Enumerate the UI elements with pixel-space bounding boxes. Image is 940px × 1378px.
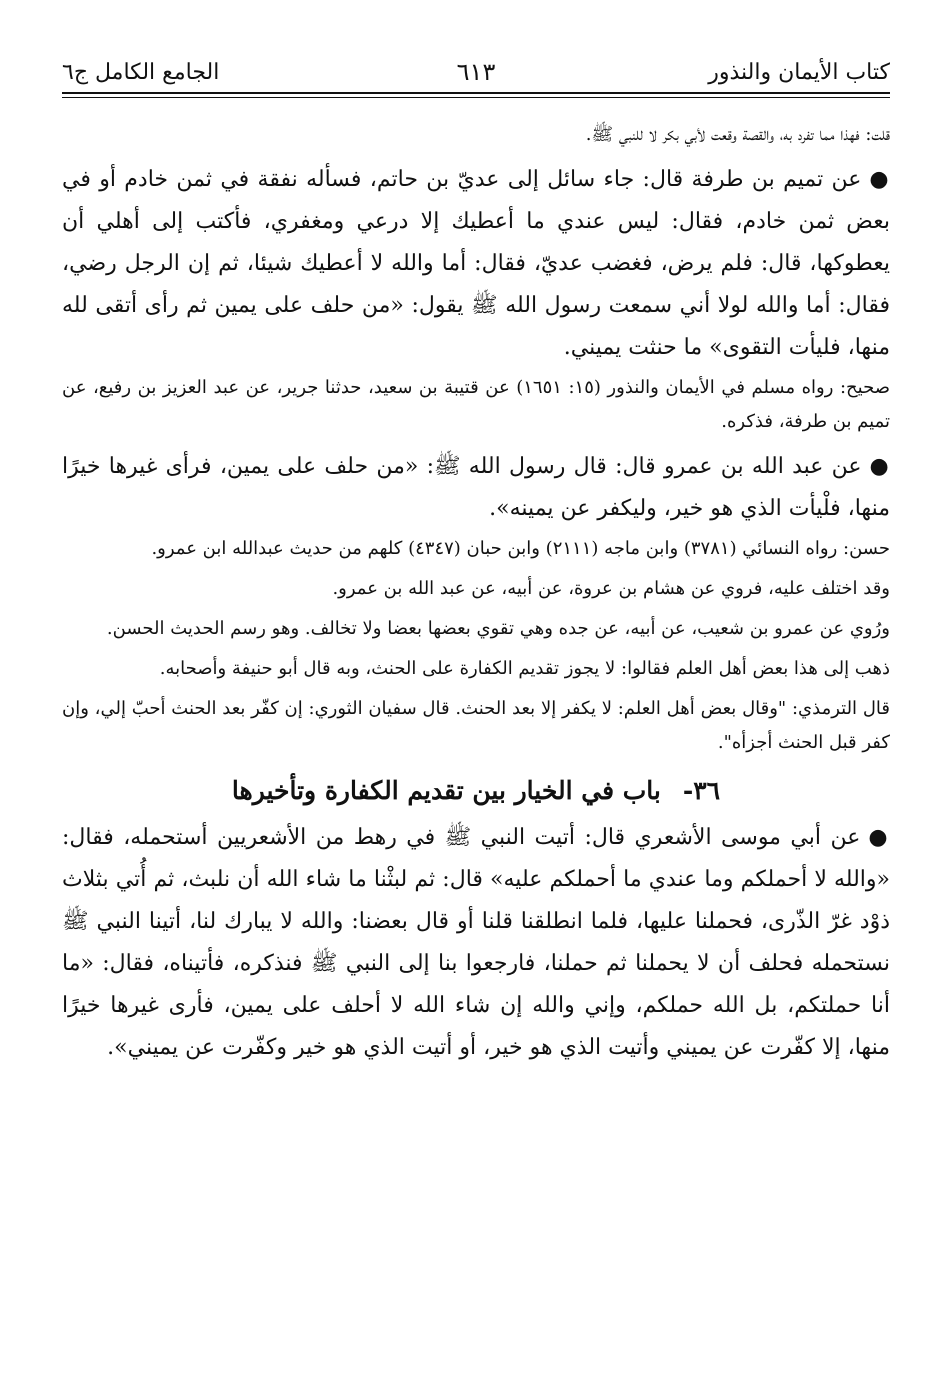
commentary-note: ورُوي عن عمرو بن شعيب، عن أبيه، عن جده وهي تقوي بعضها بعضا ولا تخالف. وهو رسم الحديث الحسن. <box>106 618 890 639</box>
commentary-note: وقد اختلف عليه، فروي عن هشام بن عروة، عن أبيه، عن عبد الله بن عمرو. <box>332 578 890 599</box>
hadith-text: عن تميم بن طرفة قال: جاء سائل إلى عديّ بن حاتم، فسأله نفقة في ثمن خادم أو في بعض ثمن خادم، فقال: ليس عندي ما أعطيك إلا درعي ومغفري، فأكتب إلى أهلي أن يعطوكها، قال: فلم يرض، فغضب عديّ، فقال: أما والله لا أعطيك شيئا، ثم إن الرجل رضي، فقال: أما والله لولا أني سمعت رسول الله ﷺ يقول: «من حلف على يمين ثم رأى أتقى لله منها، فليأت التقوى» ما حنثت يميني. <box>62 167 890 360</box>
bullet-icon: ● <box>868 824 890 850</box>
chapter-title: باب في الخيار بين تقديم الكفارة وتأخيرها <box>231 776 661 805</box>
commentary-note: قال الترمذي: "وقال بعض أهل العلم: لا يكفر إلا بعد الحنث. قال سفيان الثوري: إن كفّر بعد الحنث أحبّ إلي، وإن كفر قبل الحنث أجزأه". <box>62 698 890 753</box>
takhrij-note: حسن: رواه النسائي (٣٧٨١) وابن ماجه (٢١١١) وابن حبان (٤٣٤٧) كلهم من حديث عبدالله ابن عمرو. <box>151 538 890 559</box>
commentary-note: ذهب إلى هذا بعض أهل العلم فقالوا: لا يجوز تقديم الكفارة على الحنث، وبه قال أبو حنيفة وأصحابه. <box>159 658 890 679</box>
bullet-icon: ● <box>869 166 890 192</box>
header-rule <box>62 92 890 98</box>
book-page <box>62 52 890 1071</box>
takhrij-note: صحيح: رواه مسلم في الأيمان والنذور (١٥: ١٦٥١) عن قتيبة بن سعيد، حدثنا جرير، عن عبد العزيز بن رفيع، عن تميم بن طرفة، فذكره. <box>62 377 890 432</box>
hadith-paragraph <box>62 816 890 1069</box>
hadith-paragraph <box>62 445 890 530</box>
running-header <box>62 52 890 92</box>
chapter-number: ٣٦- <box>682 776 721 805</box>
book-section-title: كتاب الأيمان والنذور <box>708 60 890 85</box>
commentary-note: قلت: فهذا مما تفرد به، والقصة وقعت لأبي بكر لا للنبي ﷺ. <box>585 124 890 145</box>
hadith-text: عن عبد الله بن عمرو قال: قال رسول الله ﷺ: «من حلف على يمين، فرأى غيرها خيرًا منها، فلْيأت الذي هو خير، وليكفر عن يمينه». <box>62 454 890 521</box>
page-body <box>62 118 890 1069</box>
hadith-text: عن أبي موسى الأشعري قال: أتيت النبي ﷺ في رهط من الأشعريين أستحمله، فقال: «والله لا أحملكم وما عندي ما أحملكم عليه» قال: ثم لبثْنا ما شاء الله أن نلبث، ثم أُتي بثلاث ذوْد غرّ الذّرى، فحملنا عليها، فلما انطلقنا قلنا أو قال بعضنا: والله لا يبارك لنا، أتينا النبي ﷺ نستحمله فحلف أن لا يحملنا ثم حملنا، فارجعوا بنا إلى النبي ﷺ فنذكره، فأتيناه، فقال: «ما أنا حملتكم، بل الله حملكم، وإني والله إن شاء الله لا أحلف على يمين، فأرى غيرها خيرًا منها، إلا كفّرت عن يميني وأتيت الذي هو خير، أو أتيت الذي هو خير وكفّرت عن يميني». <box>62 825 890 1060</box>
book-volume-title: الجامع الكامل ج٦ <box>62 60 220 85</box>
chapter-heading <box>62 768 890 814</box>
page-number: ٦١٣ <box>456 58 496 86</box>
bullet-icon: ● <box>869 453 890 479</box>
hadith-paragraph <box>62 158 890 369</box>
